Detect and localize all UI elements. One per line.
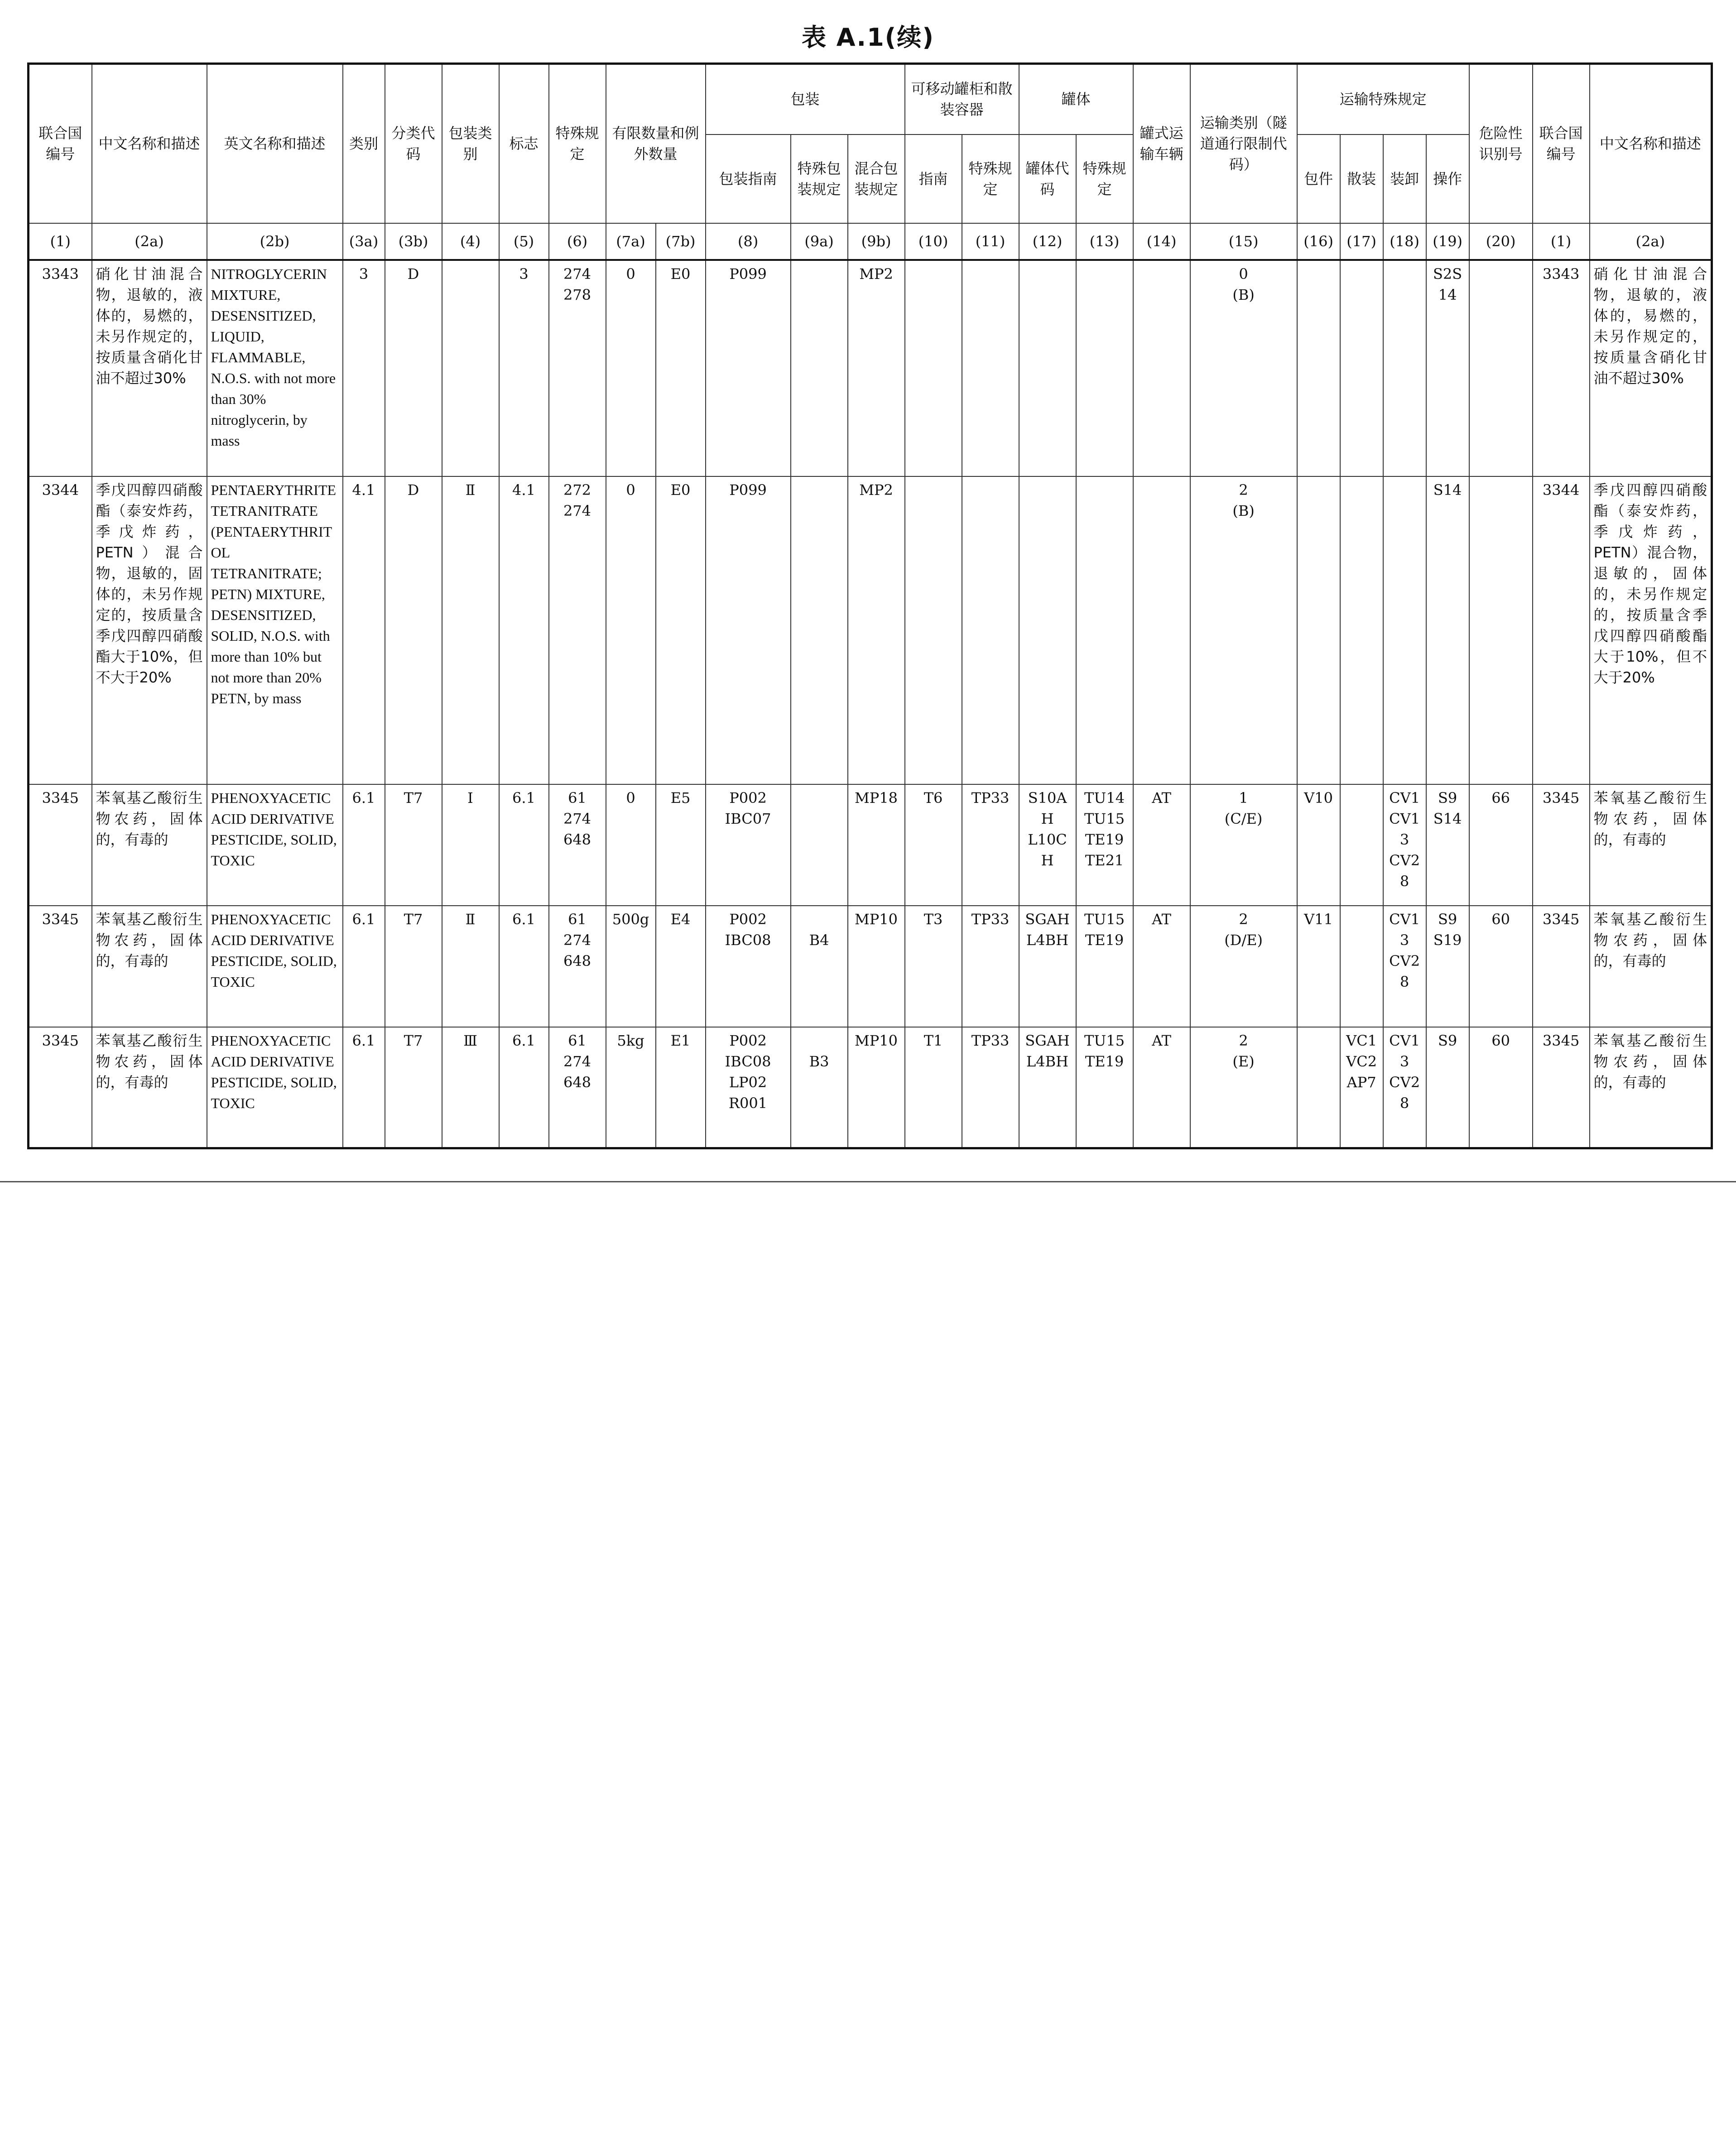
cell-transport-category: 2 (B) <box>1190 476 1297 784</box>
header-classification-code: 分类代码 <box>385 64 442 223</box>
column-number: (15) <box>1190 223 1297 260</box>
cell-transport-category: 2 (D/E) <box>1190 906 1297 1027</box>
cell-chinese-name-repeat: 苯氧基乙酸衍生物农药，固体的，有毒的 <box>1590 906 1712 1027</box>
cell-classification-code: T7 <box>385 906 442 1027</box>
column-number: (12) <box>1019 223 1076 260</box>
cell-un-number-repeat: 3343 <box>1533 260 1590 476</box>
cell-special-loading: CV13 CV28 <box>1383 1027 1426 1148</box>
cell-un-number-repeat: 3345 <box>1533 906 1590 1027</box>
cell-portable-tank-instruction: T3 <box>905 906 962 1027</box>
header-portable-tanks: 可移动罐柜和散装容器 <box>905 64 1019 134</box>
cell-special-operation: S9 S19 <box>1426 906 1469 1027</box>
cell-chinese-name: 苯氧基乙酸衍生物农药，固体的，有毒的 <box>92 784 207 906</box>
cell-hazard-id: 60 <box>1469 906 1533 1027</box>
table-row <box>29 784 1712 906</box>
header-special-provisions: 特殊规定 <box>549 64 606 223</box>
column-number: (10) <box>905 223 962 260</box>
cell-special-loading <box>1383 260 1426 476</box>
cell-tank-provisions: TU14 TU15 TE19 TE21 <box>1076 784 1133 906</box>
cell-tank-vehicle: AT <box>1133 784 1190 906</box>
cell-chinese-name: 苯氧基乙酸衍生物农药，固体的，有毒的 <box>92 906 207 1027</box>
cell-portable-tank-provision: TP33 <box>962 784 1019 906</box>
header-special-transport: 运输特殊规定 <box>1297 64 1469 134</box>
column-number: (14) <box>1133 223 1190 260</box>
header-mixed-packing: 混合包装规定 <box>848 134 905 223</box>
cell-un-number: 3344 <box>29 476 92 784</box>
cell-special-packages: V11 <box>1297 906 1340 1027</box>
cell-special-packing <box>791 476 848 784</box>
header-portable-tank-instructions: 指南 <box>905 134 962 223</box>
cell-special-bulk <box>1340 260 1383 476</box>
header-operation: 操作 <box>1426 134 1469 223</box>
column-number: (9a) <box>791 223 848 260</box>
column-number: (18) <box>1383 223 1426 260</box>
cell-english-name: PHENOXYACETIC ACID DERIVATIVE PESTICIDE, SOLID, TOXIC <box>207 784 343 906</box>
cell-portable-tank-provision <box>962 476 1019 784</box>
cell-label: 6.1 <box>499 784 549 906</box>
cell-classification-code: T7 <box>385 1027 442 1148</box>
cell-un-number: 3345 <box>29 784 92 906</box>
header-packing-group: 包装类别 <box>442 64 499 223</box>
header-tank-code: 罐体代码 <box>1019 134 1076 223</box>
cell-portable-tank-instruction: T1 <box>905 1027 962 1148</box>
cell-english-name: PHENOXYACETIC ACID DERIVATIVE PESTICIDE, SOLID, TOXIC <box>207 1027 343 1148</box>
cell-label: 6.1 <box>499 1027 549 1148</box>
cell-packing-instructions: P099 <box>706 260 791 476</box>
cell-label: 3 <box>499 260 549 476</box>
column-number: (20) <box>1469 223 1533 260</box>
cell-tank-code <box>1019 260 1076 476</box>
cell-un-number: 3343 <box>29 260 92 476</box>
cell-portable-tank-instruction <box>905 260 962 476</box>
cell-tank-code <box>1019 476 1076 784</box>
cell-tank-code: S10AH L10CH <box>1019 784 1076 906</box>
cell-excepted-quantity: E4 <box>656 906 706 1027</box>
table-row <box>29 476 1712 784</box>
column-number: (3b) <box>385 223 442 260</box>
cell-chinese-name-repeat: 季戊四醇四硝酸酯（泰安炸药，季戊炸药，PETN）混合物，退敏的，固体的，未另作规定的，按质量含季戊四醇四硝酸酯大于10%，但不大于20% <box>1590 476 1712 784</box>
header-portable-tank-provisions: 特殊规定 <box>962 134 1019 223</box>
cell-special-packages <box>1297 476 1340 784</box>
cell-classification-code: T7 <box>385 784 442 906</box>
cell-mixed-packing: MP10 <box>848 906 905 1027</box>
column-number: (17) <box>1340 223 1383 260</box>
header-limited-quantities: 有限数量和例外数量 <box>606 64 706 223</box>
cell-special-packages: V10 <box>1297 784 1340 906</box>
cell-tank-provisions: TU15 TE19 <box>1076 1027 1133 1148</box>
cell-english-name: NITROGLYCERIN MIXTURE, DESENSITIZED, LIQUID, FLAMMABLE, N.O.S. with not more than 30% nitroglycerin, by mass <box>207 260 343 476</box>
header-un-number-repeat: 联合国编号 <box>1533 64 1590 223</box>
cell-portable-tank-instruction: T6 <box>905 784 962 906</box>
cell-class: 6.1 <box>343 1027 385 1148</box>
column-number: (13) <box>1076 223 1133 260</box>
header-tank-provisions: 特殊规定 <box>1076 134 1133 223</box>
cell-transport-category: 2 (E) <box>1190 1027 1297 1148</box>
header-special-packing: 特殊包装规定 <box>791 134 848 223</box>
table-row <box>29 906 1712 1027</box>
cell-chinese-name: 硝化甘油混合物，退敏的，液体的，易燃的，未另作规定的，按质量含硝化甘油不超过30% <box>92 260 207 476</box>
cell-limited-quantity: 500g <box>606 906 656 1027</box>
cell-class: 4.1 <box>343 476 385 784</box>
cell-portable-tank-provision: TP33 <box>962 906 1019 1027</box>
header-un-number: 联合国编号 <box>29 64 92 223</box>
cell-special-provisions: 272 274 <box>549 476 606 784</box>
cell-packing-instructions: P002 IBC08 <box>706 906 791 1027</box>
header-tanks: 罐体 <box>1019 64 1133 134</box>
cell-packing-group: Ⅰ <box>442 784 499 906</box>
cell-chinese-name-repeat: 苯氧基乙酸衍生物农药，固体的，有毒的 <box>1590 1027 1712 1148</box>
cell-tank-provisions: TU15 TE19 <box>1076 906 1133 1027</box>
cell-special-bulk <box>1340 906 1383 1027</box>
page-bottom-rule <box>0 1181 1736 1182</box>
cell-tank-vehicle: AT <box>1133 1027 1190 1148</box>
cell-chinese-name-repeat: 硝化甘油混合物，退敏的，液体的，易燃的，未另作规定的，按质量含硝化甘油不超过30% <box>1590 260 1712 476</box>
cell-special-loading: CV1 CV13 CV28 <box>1383 784 1426 906</box>
column-number: (2a) <box>92 223 207 260</box>
cell-special-operation: S14 <box>1426 476 1469 784</box>
cell-special-provisions: 61 274 648 <box>549 784 606 906</box>
cell-english-name: PENTAERYTHRITE TETRANITRATE (PENTAERYTHRITOL TETRANITRATE; PETN) MIXTURE, DESENSITIZED, SOLID, N.O.S. with more than 10% but not more than 20% PETN, by mass <box>207 476 343 784</box>
table-body <box>29 260 1712 1148</box>
cell-class: 3 <box>343 260 385 476</box>
column-number: (8) <box>706 223 791 260</box>
cell-portable-tank-provision: TP33 <box>962 1027 1019 1148</box>
cell-special-packing <box>791 260 848 476</box>
table-row <box>29 1027 1712 1148</box>
cell-packing-group: Ⅲ <box>442 1027 499 1148</box>
header-packing-instructions: 包装指南 <box>706 134 791 223</box>
cell-classification-code: D <box>385 476 442 784</box>
header-loading: 装卸 <box>1383 134 1426 223</box>
cell-special-operation: S9 <box>1426 1027 1469 1148</box>
cell-special-bulk <box>1340 476 1383 784</box>
cell-tank-vehicle <box>1133 260 1190 476</box>
cell-packing-group: Ⅱ <box>442 476 499 784</box>
cell-tank-code: SGAH L4BH <box>1019 1027 1076 1148</box>
cell-un-number-repeat: 3345 <box>1533 1027 1590 1148</box>
cell-special-packing <box>791 784 848 906</box>
cell-chinese-name: 季戊四醇四硝酸酯（泰安炸药，季戊炸药，PETN）混合物，退敏的，固体的，未另作规定的，按质量含季戊四醇四硝酸酯大于10%，但不大于20% <box>92 476 207 784</box>
cell-packing-instructions: P002 IBC08 LP02 R001 <box>706 1027 791 1148</box>
cell-special-operation: S9 S14 <box>1426 784 1469 906</box>
cell-special-provisions: 274 278 <box>549 260 606 476</box>
cell-tank-code: SGAH L4BH <box>1019 906 1076 1027</box>
cell-special-provisions: 61 274 648 <box>549 906 606 1027</box>
cell-mixed-packing: MP18 <box>848 784 905 906</box>
cell-portable-tank-provision <box>962 260 1019 476</box>
cell-special-packing: B3 <box>791 1027 848 1148</box>
cell-un-number-repeat: 3344 <box>1533 476 1590 784</box>
cell-special-loading <box>1383 476 1426 784</box>
header-label: 标志 <box>499 64 549 223</box>
header-english-name: 英文名称和描述 <box>207 64 343 223</box>
column-number: (9b) <box>848 223 905 260</box>
cell-special-packages <box>1297 1027 1340 1148</box>
cell-excepted-quantity: E1 <box>656 1027 706 1148</box>
column-number: (5) <box>499 223 549 260</box>
cell-label: 4.1 <box>499 476 549 784</box>
column-number: (11) <box>962 223 1019 260</box>
header-tank-vehicle: 罐式运输车辆 <box>1133 64 1190 223</box>
column-number: (7b) <box>656 223 706 260</box>
cell-packing-group <box>442 260 499 476</box>
header-packaging: 包装 <box>706 64 905 134</box>
cell-special-loading: CV13 CV28 <box>1383 906 1426 1027</box>
cell-packing-instructions: P002 IBC07 <box>706 784 791 906</box>
cell-limited-quantity: 0 <box>606 260 656 476</box>
cell-hazard-id: 60 <box>1469 1027 1533 1148</box>
cell-special-provisions: 61 274 648 <box>549 1027 606 1148</box>
column-number: (6) <box>549 223 606 260</box>
cell-class: 6.1 <box>343 906 385 1027</box>
cell-tank-vehicle <box>1133 476 1190 784</box>
column-number: (2b) <box>207 223 343 260</box>
cell-special-bulk <box>1340 784 1383 906</box>
cell-limited-quantity: 0 <box>606 784 656 906</box>
cell-hazard-id <box>1469 260 1533 476</box>
column-number-row <box>29 223 1712 260</box>
column-number: (1) <box>1533 223 1590 260</box>
cell-tank-provisions <box>1076 476 1133 784</box>
cell-special-operation: S2S14 <box>1426 260 1469 476</box>
cell-limited-quantity: 0 <box>606 476 656 784</box>
column-number: (16) <box>1297 223 1340 260</box>
cell-special-bulk: VC1 VC2 AP7 <box>1340 1027 1383 1148</box>
cell-packing-instructions: P099 <box>706 476 791 784</box>
column-number: (7a) <box>606 223 656 260</box>
header-transport-category: 运输类别（隧道通行限制代码） <box>1190 64 1297 223</box>
cell-classification-code: D <box>385 260 442 476</box>
cell-hazard-id <box>1469 476 1533 784</box>
cell-mixed-packing: MP10 <box>848 1027 905 1148</box>
cell-transport-category: 1 (C/E) <box>1190 784 1297 906</box>
cell-un-number-repeat: 3345 <box>1533 784 1590 906</box>
cell-hazard-id: 66 <box>1469 784 1533 906</box>
cell-class: 6.1 <box>343 784 385 906</box>
header-bulk: 散装 <box>1340 134 1383 223</box>
cell-un-number: 3345 <box>29 906 92 1027</box>
cell-english-name: PHENOXYACETIC ACID DERIVATIVE PESTICIDE, SOLID, TOXIC <box>207 906 343 1027</box>
cell-label: 6.1 <box>499 906 549 1027</box>
cell-excepted-quantity: E0 <box>656 260 706 476</box>
cell-excepted-quantity: E0 <box>656 476 706 784</box>
cell-portable-tank-instruction <box>905 476 962 784</box>
cell-chinese-name: 苯氧基乙酸衍生物农药，固体的，有毒的 <box>92 1027 207 1148</box>
column-number: (2a) <box>1590 223 1712 260</box>
table-row <box>29 260 1712 476</box>
header-chinese-name: 中文名称和描述 <box>92 64 207 223</box>
cell-tank-provisions <box>1076 260 1133 476</box>
header-class: 类别 <box>343 64 385 223</box>
header-chinese-name-repeat: 中文名称和描述 <box>1590 64 1712 223</box>
cell-tank-vehicle: AT <box>1133 906 1190 1027</box>
cell-packing-group: Ⅱ <box>442 906 499 1027</box>
cell-special-packages <box>1297 260 1340 476</box>
cell-transport-category: 0 (B) <box>1190 260 1297 476</box>
column-number: (1) <box>29 223 92 260</box>
column-number: (3a) <box>343 223 385 260</box>
column-number: (19) <box>1426 223 1469 260</box>
cell-mixed-packing: MP2 <box>848 260 905 476</box>
cell-chinese-name-repeat: 苯氧基乙酸衍生物农药，固体的，有毒的 <box>1590 784 1712 906</box>
cell-mixed-packing: MP2 <box>848 476 905 784</box>
cell-excepted-quantity: E5 <box>656 784 706 906</box>
column-number: (4) <box>442 223 499 260</box>
header-hazard-id: 危险性识别号 <box>1469 64 1533 223</box>
page-title: 表 A.1(续) <box>801 23 935 52</box>
dangerous-goods-table <box>27 62 1713 1149</box>
header-packages: 包件 <box>1297 134 1340 223</box>
cell-special-packing: B4 <box>791 906 848 1027</box>
cell-un-number: 3345 <box>29 1027 92 1148</box>
cell-limited-quantity: 5kg <box>606 1027 656 1148</box>
